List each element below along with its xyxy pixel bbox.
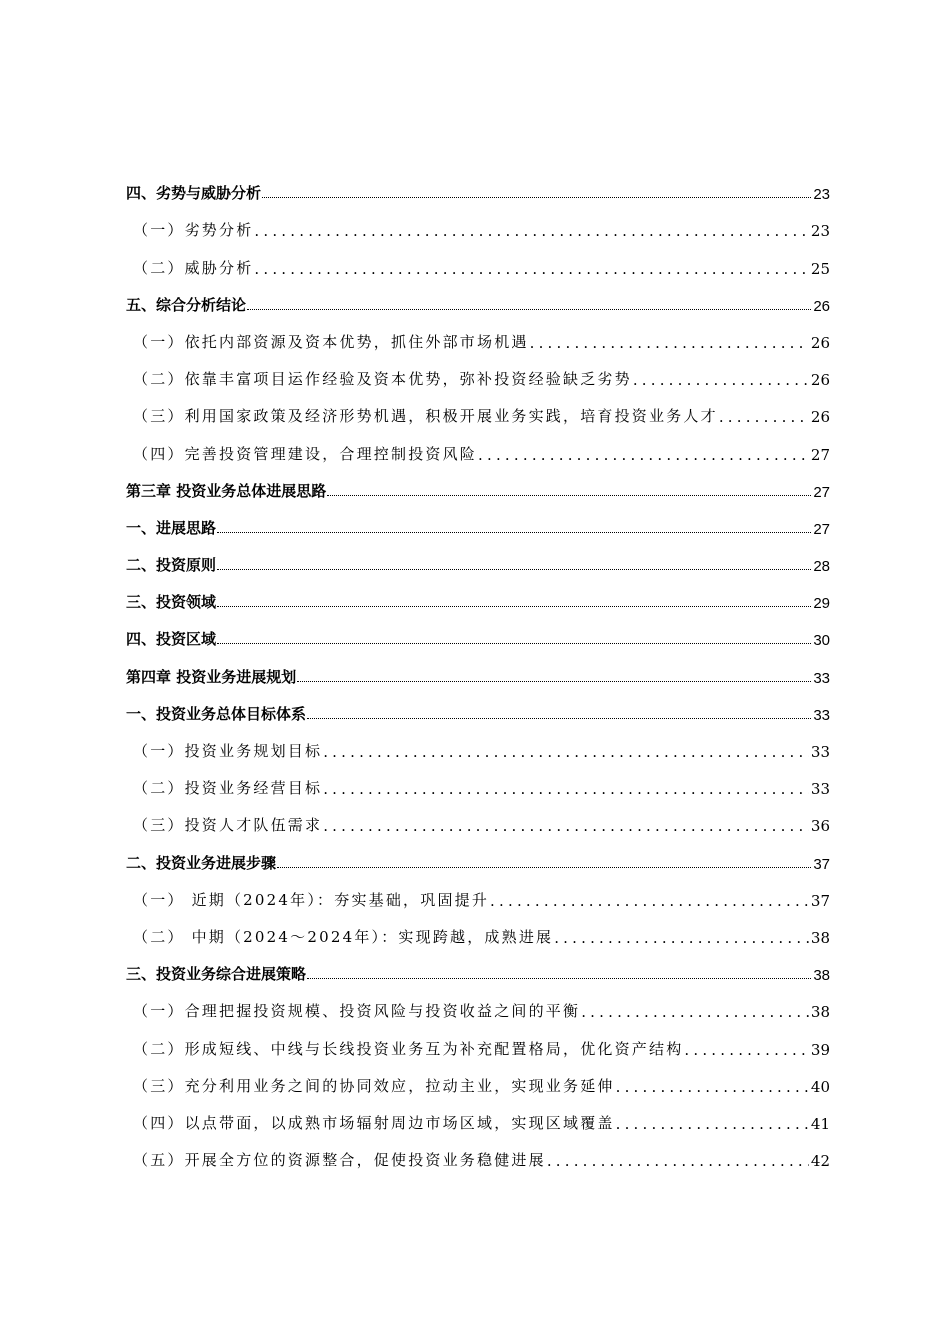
toc-dot-leader — [530, 334, 809, 352]
toc-entry-title: 三、投资领域 — [126, 593, 217, 612]
toc-dot-leader — [616, 1078, 809, 1096]
toc-entry-title: （五）开展全方位的资源整合，促使投资业务稳健进展 — [133, 1151, 546, 1170]
toc-heading-entry[interactable] — [126, 835, 830, 872]
toc-page-number: 27 — [810, 445, 830, 464]
toc-page-number: 33 — [810, 780, 830, 799]
toc-dot-leader — [327, 495, 811, 496]
toc-heading-entry[interactable] — [126, 538, 830, 575]
toc-dot-leader — [478, 446, 809, 464]
toc-entry-title: （四）完善投资管理建设，合理控制投资风险 — [133, 444, 478, 463]
toc-dot-leader — [554, 929, 809, 947]
table-of-contents — [126, 166, 830, 1170]
toc-subheading-entry[interactable] — [126, 724, 830, 761]
toc-page-number: 41 — [810, 1114, 830, 1133]
toc-subheading-entry[interactable] — [126, 389, 830, 426]
toc-heading-entry[interactable] — [126, 501, 830, 538]
toc-subheading-entry[interactable] — [126, 203, 830, 240]
toc-dot-leader — [254, 222, 809, 240]
toc-entry-title: 一、进展思路 — [126, 518, 217, 537]
toc-dot-leader — [684, 1041, 809, 1059]
toc-entry-title: （二）威胁分析 — [133, 258, 254, 277]
toc-entry-title: 五、综合分析结论 — [126, 295, 247, 314]
toc-entry-title: （二） 中期（2024～2024年）：实现跨越，成熟进展 — [133, 927, 554, 946]
toc-dot-leader — [307, 718, 811, 719]
toc-page-number: 29 — [813, 595, 830, 613]
toc-dot-leader — [217, 532, 811, 533]
toc-entry-title: （一）投资业务规划目标 — [133, 742, 323, 760]
toc-subheading-entry[interactable] — [126, 315, 830, 352]
toc-page-number: 33 — [813, 669, 830, 687]
toc-heading-entry[interactable] — [126, 947, 830, 984]
toc-entry-title: （一） 近期（2024年）：夯实基础，巩固提升 — [133, 890, 490, 909]
toc-dot-leader — [217, 643, 811, 644]
toc-subheading-entry[interactable] — [126, 798, 830, 835]
toc-entry-title: （二）依靠丰富项目运作经验及资本优势，弥补投资经验缺乏劣势 — [133, 370, 632, 389]
toc-dot-leader — [247, 309, 811, 310]
toc-page-number: 33 — [813, 706, 830, 724]
toc-subheading-entry[interactable] — [126, 426, 830, 463]
toc-page-number: 38 — [810, 1003, 830, 1022]
toc-subheading-entry[interactable] — [126, 984, 830, 1021]
toc-subheading-entry[interactable] — [126, 240, 830, 277]
toc-entry-title: 第三章 投资业务总体进展思路 — [126, 481, 327, 500]
toc-dot-leader — [323, 817, 809, 835]
toc-entry-title: （二）形成短线、中线与长线投资业务互为补充配置格局，优化资产结构 — [133, 1039, 684, 1058]
toc-heading-entry[interactable] — [126, 649, 830, 686]
toc-heading-entry[interactable] — [126, 575, 830, 612]
toc-page-number: 26 — [813, 297, 830, 315]
toc-page-number: 38 — [813, 967, 830, 985]
toc-subheading-entry[interactable] — [126, 1096, 830, 1133]
toc-subheading-entry[interactable] — [126, 873, 830, 910]
toc-page-number: 23 — [813, 186, 830, 204]
toc-subheading-entry[interactable] — [126, 1133, 830, 1170]
toc-entry-title: 四、劣势与威胁分析 — [126, 184, 262, 203]
toc-entry-title: （一）依托内部资源及资本优势，抓住外部市场机遇 — [133, 332, 529, 351]
toc-entry-title: 三、投资业务综合进展策略 — [126, 965, 307, 984]
toc-entry-title: （一）劣势分析 — [133, 221, 254, 240]
toc-page-number: 28 — [813, 558, 830, 576]
toc-dot-leader — [490, 892, 809, 910]
toc-page-number: 38 — [810, 928, 830, 947]
toc-entry-title: 第四章 投资业务进展规划 — [126, 667, 297, 686]
toc-dot-leader — [616, 1115, 809, 1133]
toc-dot-leader — [719, 408, 809, 426]
toc-heading-entry[interactable] — [126, 612, 830, 649]
toc-dot-leader — [217, 569, 811, 570]
toc-entry-title: （三）投资人才队伍需求 — [133, 816, 323, 835]
toc-dot-leader — [633, 371, 809, 389]
toc-subheading-entry[interactable] — [126, 761, 830, 798]
toc-page-number: 40 — [810, 1077, 830, 1096]
toc-page-number: 26 — [810, 371, 830, 390]
toc-heading-entry[interactable] — [126, 278, 830, 315]
toc-page-number: 39 — [810, 1040, 830, 1059]
toc-dot-leader — [323, 743, 809, 761]
toc-entry-title: 二、投资业务进展步骤 — [126, 853, 277, 872]
toc-dot-leader — [307, 978, 811, 979]
toc-dot-leader — [262, 197, 811, 198]
toc-page-number: 37 — [813, 855, 830, 873]
toc-page-number: 42 — [810, 1152, 830, 1171]
toc-entry-title: （三）利用国家政策及经济形势机遇，积极开展业务实践，培育投资业务人才 — [133, 407, 718, 426]
toc-entry-title: 四、投资区域 — [126, 630, 217, 649]
toc-subheading-entry[interactable] — [126, 352, 830, 389]
toc-page-number: 30 — [813, 632, 830, 650]
toc-entry-title: （二）投资业务经营目标 — [133, 779, 323, 798]
toc-subheading-entry[interactable] — [126, 1021, 830, 1058]
toc-subheading-entry[interactable] — [126, 1059, 830, 1096]
toc-page-number: 27 — [813, 483, 830, 501]
toc-dot-leader — [547, 1152, 809, 1170]
toc-entry-title: （一）合理把握投资规模、投资风险与投资收益之间的平衡 — [133, 1002, 581, 1021]
toc-page-number: 37 — [810, 891, 830, 910]
toc-dot-leader — [297, 681, 811, 682]
toc-entry-title: （三）充分利用业务之间的协同效应，拉动主业，实现业务延伸 — [133, 1076, 615, 1095]
toc-dot-leader — [581, 1003, 809, 1021]
toc-heading-entry[interactable] — [126, 464, 830, 501]
toc-page-number: 26 — [810, 408, 830, 427]
toc-page-number: 23 — [810, 222, 830, 241]
toc-entry-title: 二、投资原则 — [126, 556, 217, 575]
toc-page-number: 25 — [810, 259, 830, 278]
toc-page-number: 33 — [810, 743, 830, 761]
toc-entry-title: 一、投资业务总体目标体系 — [126, 704, 307, 723]
toc-page-number: 27 — [813, 520, 830, 538]
toc-subheading-entry[interactable] — [126, 910, 830, 947]
toc-heading-entry[interactable] — [126, 687, 830, 724]
toc-dot-leader — [217, 606, 811, 607]
toc-page-number: 36 — [810, 817, 830, 836]
toc-page-number: 26 — [810, 333, 830, 352]
toc-dot-leader — [323, 780, 809, 798]
toc-entry-title: （四）以点带面，以成熟市场辐射周边市场区域，实现区域覆盖 — [133, 1113, 615, 1132]
toc-dot-leader — [277, 867, 811, 868]
toc-heading-entry[interactable] — [126, 166, 830, 203]
toc-dot-leader — [254, 260, 809, 278]
